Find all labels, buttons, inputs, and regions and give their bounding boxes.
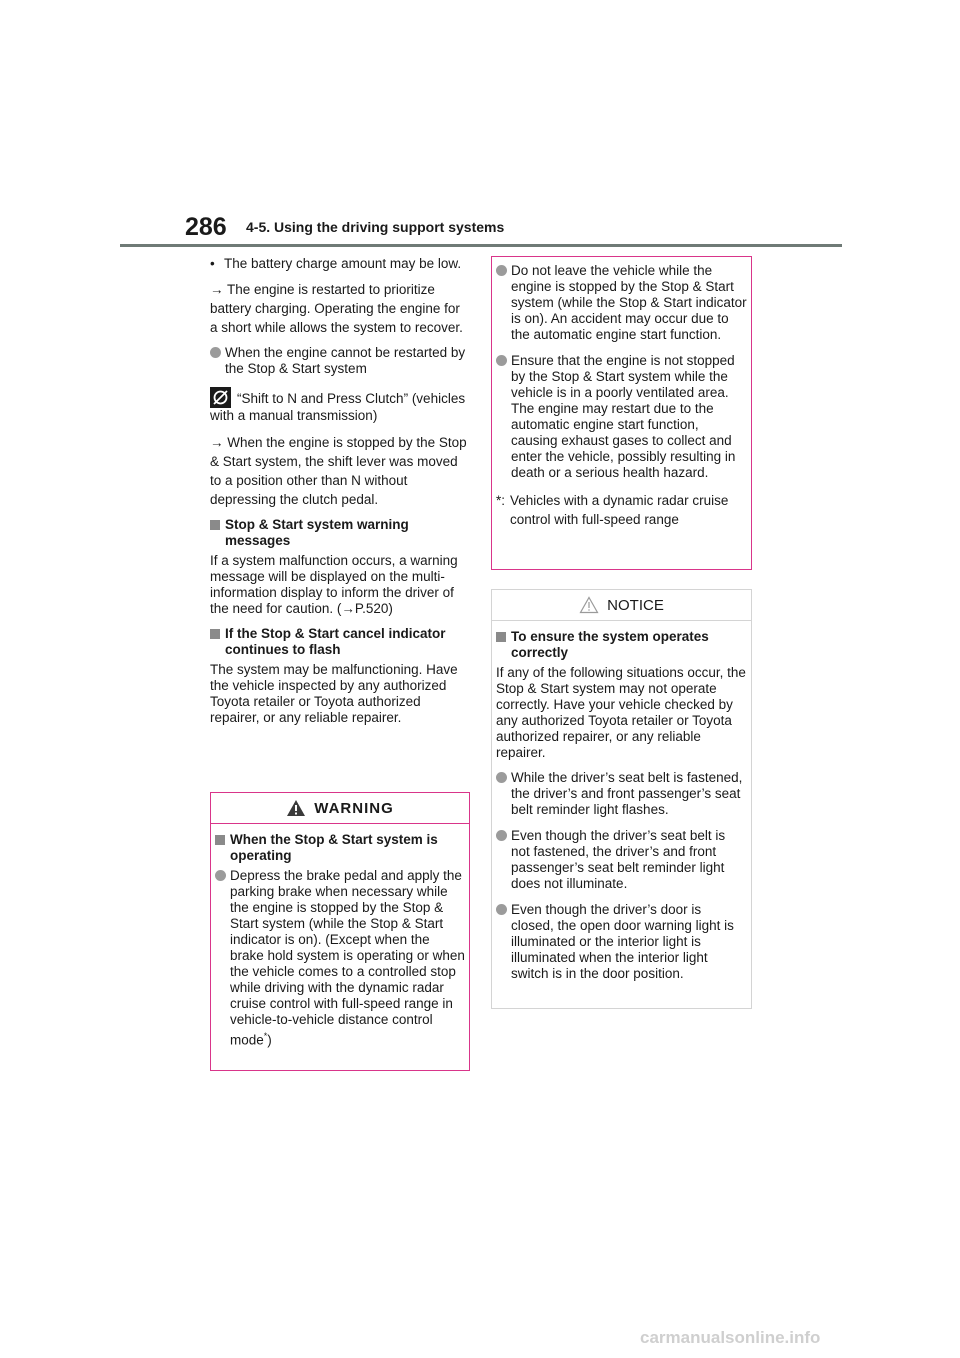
footnote bbox=[496, 491, 747, 529]
shift-result-text: → When the engine is stopped by the Stop & Start system, the shift lever was moved to a position other than N without depressing the clutch pedal. bbox=[210, 435, 467, 507]
bullet-dot-icon bbox=[496, 830, 507, 841]
heading-square-icon bbox=[496, 632, 506, 642]
footnote-text: Vehicles with a dynamic radar cruise control with full-speed range bbox=[510, 493, 729, 527]
page-header bbox=[0, 0, 960, 250]
bullet-item bbox=[496, 770, 747, 818]
page-number: 286 bbox=[185, 213, 227, 241]
footnote-star: *: bbox=[496, 493, 506, 508]
bullet-dot-icon bbox=[496, 355, 507, 366]
shift-message-paragraph bbox=[210, 387, 468, 424]
notice-heading: To ensure the system operates correctly bbox=[496, 629, 747, 661]
warning-bullet: Depress the brake pedal and apply the parking brake when necessary while the engine is stopped by the Stop & Start system (while the Stop & Start indicator is on). (Except when the brake hold system is operating or when the vehicle comes to a controlled stop while driving with the dynamic radar cruise control with full-speed range in vehicle-to-vehicle distance control mode*) bbox=[215, 868, 465, 1049]
bullet-item bbox=[496, 263, 747, 343]
footnote-marker: * bbox=[263, 1031, 268, 1041]
notice-title: NOTICE bbox=[607, 596, 664, 614]
bullet-dot-icon bbox=[496, 772, 507, 783]
left-column bbox=[210, 256, 468, 735]
warning-heading: When the Stop & Start system is operating bbox=[215, 832, 465, 864]
bullet-item bbox=[496, 353, 747, 481]
notice-header bbox=[492, 590, 751, 621]
bullet-text: When the engine cannot be restarted by the Stop & Start system bbox=[225, 345, 466, 376]
bullet-text: Ensure that the engine is not stopped by the Stop & Start system while the vehicle is in a poorly ventilated area. The engine may restart due to the automatic engine start function, causing exhaust gases to collect and enter the vehicle, possibly resulting in death or a serious health hazard. bbox=[511, 353, 736, 480]
notice-box bbox=[491, 589, 752, 1009]
header-rule bbox=[120, 244, 842, 247]
bullet-dot-icon bbox=[215, 870, 226, 881]
warning-bullet-text: Depress the brake pedal and apply the parking brake when necessary while the engine is stopped by the Stop & Start system (while the Stop & Start indicator is on). (Except when the brake hold system is operating or when the vehicle comes to a controlled stop while driving with the dynamic radar cruise control with full-speed range in vehicle-to-vehicle distance control mode bbox=[230, 868, 465, 1048]
watermark: carmanualsonline.info bbox=[640, 1328, 821, 1347]
notice-triangle-icon bbox=[579, 596, 599, 614]
warning-triangle-icon bbox=[286, 799, 306, 817]
shift-message-text: “Shift to N and Press Clutch” (vehicles with a manual transmission) bbox=[210, 391, 466, 423]
cancel-flash-body: The system may be malfunctioning. Have the vehicle inspected by any authorized Toyota retailer or Toyota authorized repairer, or any reliable repairer. bbox=[210, 662, 458, 725]
bullet-item bbox=[496, 902, 747, 982]
heading-square-icon bbox=[210, 520, 220, 530]
bullet-text: Even though the driver’s door is closed, the open door warning light is illuminated or the interior light is illuminated when the interior light switch is in the door position. bbox=[511, 902, 734, 981]
shift-indicator-icon bbox=[210, 387, 231, 408]
list-item-text: The battery charge amount may be low. bbox=[224, 256, 462, 271]
heading-square-icon bbox=[215, 835, 225, 845]
warning-messages-body: If a system malfunction occurs, a warning message will be displayed on the multi-information display to inform the driver of the need for caution. (→P.520) bbox=[210, 553, 458, 616]
bullet-dot-icon bbox=[496, 904, 507, 915]
notice-body: If any of the following situations occur, the Stop & Start system may not operate correctly. Have your vehicle checked by any authorized Toyota retailer or Toyota authorized repairer, or any reliable repairer. bbox=[496, 665, 746, 760]
bullet-dot-icon bbox=[210, 347, 221, 358]
heading-square-icon bbox=[210, 629, 220, 639]
bullet-text: While the driver’s seat belt is fastened, the driver’s and front passenger’s seat belt reminder light flashes. bbox=[511, 770, 743, 817]
heading-cancel-flash: If the Stop & Start cancel indicator continues to flash bbox=[210, 626, 468, 658]
bullet-item bbox=[496, 828, 747, 892]
bullet-text: Even though the driver’s seat belt is not fastened, the driver’s and front passenger’s seat belt reminder light does not illuminate. bbox=[511, 828, 726, 891]
bullet-text: Do not leave the vehicle while the engine is stopped by the Stop & Start system (while the Stop & Start indicator is on). An accident may occur due to the automatic engine start function. bbox=[511, 263, 747, 342]
heading-warning-messages: Stop & Start system warning messages bbox=[210, 517, 468, 549]
result-text: → The engine is restarted to prioritize battery charging. Operating the engine for a short while allows the system to recover. bbox=[210, 282, 463, 335]
warning-box-continued bbox=[491, 256, 752, 570]
warning-header bbox=[211, 793, 469, 824]
section-title: 4-5. Using the driving support systems bbox=[246, 219, 505, 235]
warning-title: WARNING bbox=[314, 799, 394, 817]
bullet-item bbox=[210, 345, 468, 377]
warning-box bbox=[210, 792, 470, 1071]
bullet-dot-icon bbox=[496, 265, 507, 276]
list-item: • The battery charge amount may be low. bbox=[210, 256, 462, 271]
